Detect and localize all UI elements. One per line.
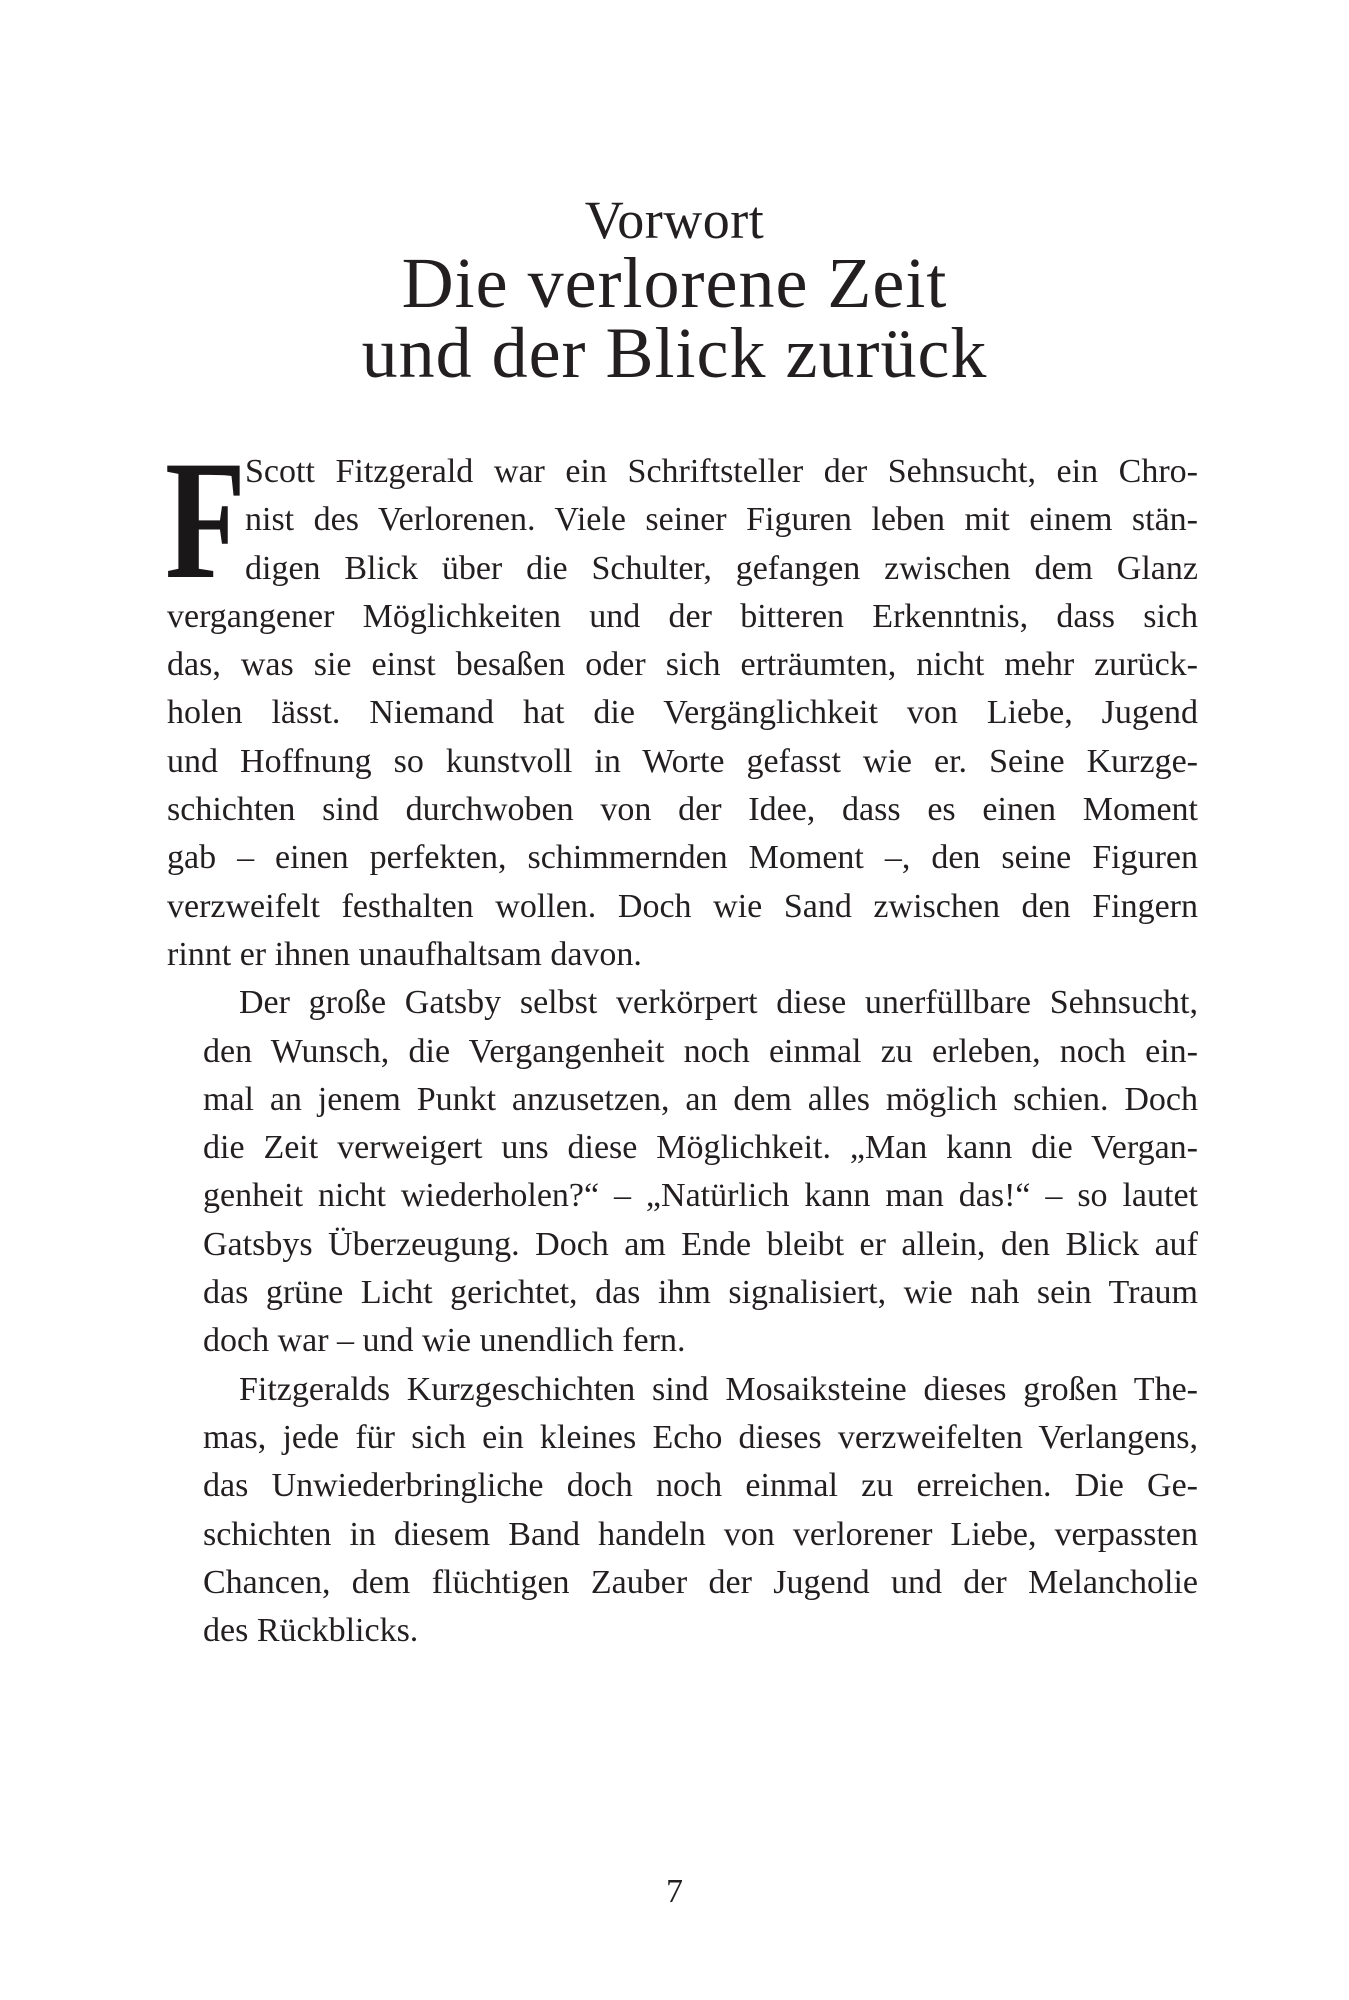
text-line: das, was sie einst besaßen oder sich erträumten, nicht mehr zurück- <box>167 646 1198 684</box>
chapter-title-line: Die verlorene Zeit <box>401 243 948 323</box>
text-line: den Wunsch, die Vergangenheit noch einmal zu erleben, noch ein- <box>203 1032 1198 1070</box>
text-line: doch war – und wie unendlich fern. <box>203 1322 686 1360</box>
paragraph <box>165 426 1198 979</box>
text-line: Chancen, dem flüchtigen Zauber der Jugend und der Melancholie <box>203 1563 1198 1601</box>
page-number: 7 <box>666 1873 683 1910</box>
text-line: Der große Gatsby selbst verkörpert diese unerfüllbare Sehnsucht, <box>239 984 1198 1022</box>
text-line: und Hoffnung so kunstvoll in Worte gefasst wie er. Seine Kurzge- <box>167 742 1198 780</box>
text-line: des Rückblicks. <box>203 1612 419 1650</box>
text-line: verzweifelt festhalten wollen. Doch wie Sand zwischen den Fingern <box>167 887 1198 925</box>
text-line: vergangener Möglichkeiten und der bitteren Erkenntnis, dass sich <box>167 597 1198 635</box>
paragraph <box>167 1366 1198 1656</box>
text-line: schichten in diesem Band handeln von verlorener Liebe, verpassten <box>203 1515 1198 1553</box>
drop-cap: F <box>165 426 246 614</box>
text-line: nist des Verlorenen. Viele seiner Figuren leben mit einem stän- <box>245 501 1198 539</box>
chapter-kicker: Vorwort <box>584 190 765 250</box>
text-line: gab – einen perfekten, schimmernden Moment –, den seine Figuren <box>167 839 1198 877</box>
text-line: das grüne Licht gerichtet, das ihm signalisiert, wie nah sein Traum <box>203 1274 1198 1312</box>
text-line: Gatsbys Überzeugung. Doch am Ende bleibt er allein, den Blick auf <box>203 1225 1198 1263</box>
text-line: die Zeit verweigert uns diese Möglichkeit. „Man kann die Vergan- <box>203 1129 1198 1167</box>
text-line: digen Blick über die Schulter, gefangen zwischen dem Glanz <box>245 549 1198 587</box>
text-line: das Unwiederbringliche doch noch einmal zu erreichen. Die Ge- <box>203 1467 1198 1505</box>
text-line: rinnt er ihnen unaufhaltsam davon. <box>167 935 642 973</box>
text-line: schichten sind durchwoben von der Idee, dass es einen Moment <box>167 791 1198 829</box>
text-line: mal an jenem Punkt anzusetzen, an dem alles möglich schien. Doch <box>203 1080 1198 1118</box>
text-line: Scott Fitzgerald war ein Schriftsteller der Sehnsucht, ein Chro- <box>245 453 1198 490</box>
text-line: mas, jede für sich ein kleines Echo dieses verzweifelten Verlangens, <box>203 1418 1198 1456</box>
body-text <box>165 426 1198 1655</box>
text-line: Fitzgeralds Kurzgeschichten sind Mosaiksteine dieses großen The- <box>239 1370 1198 1408</box>
paragraph <box>167 979 1198 1365</box>
chapter-title-line: und der Blick zurück <box>361 313 988 393</box>
chapter-title <box>0 243 1349 393</box>
text-line: genheit nicht wiederholen?“ – „Natürlich kann man das!“ – so lautet <box>203 1177 1198 1215</box>
text-line: holen lässt. Niemand hat die Vergänglichkeit von Liebe, Jugend <box>167 694 1198 732</box>
